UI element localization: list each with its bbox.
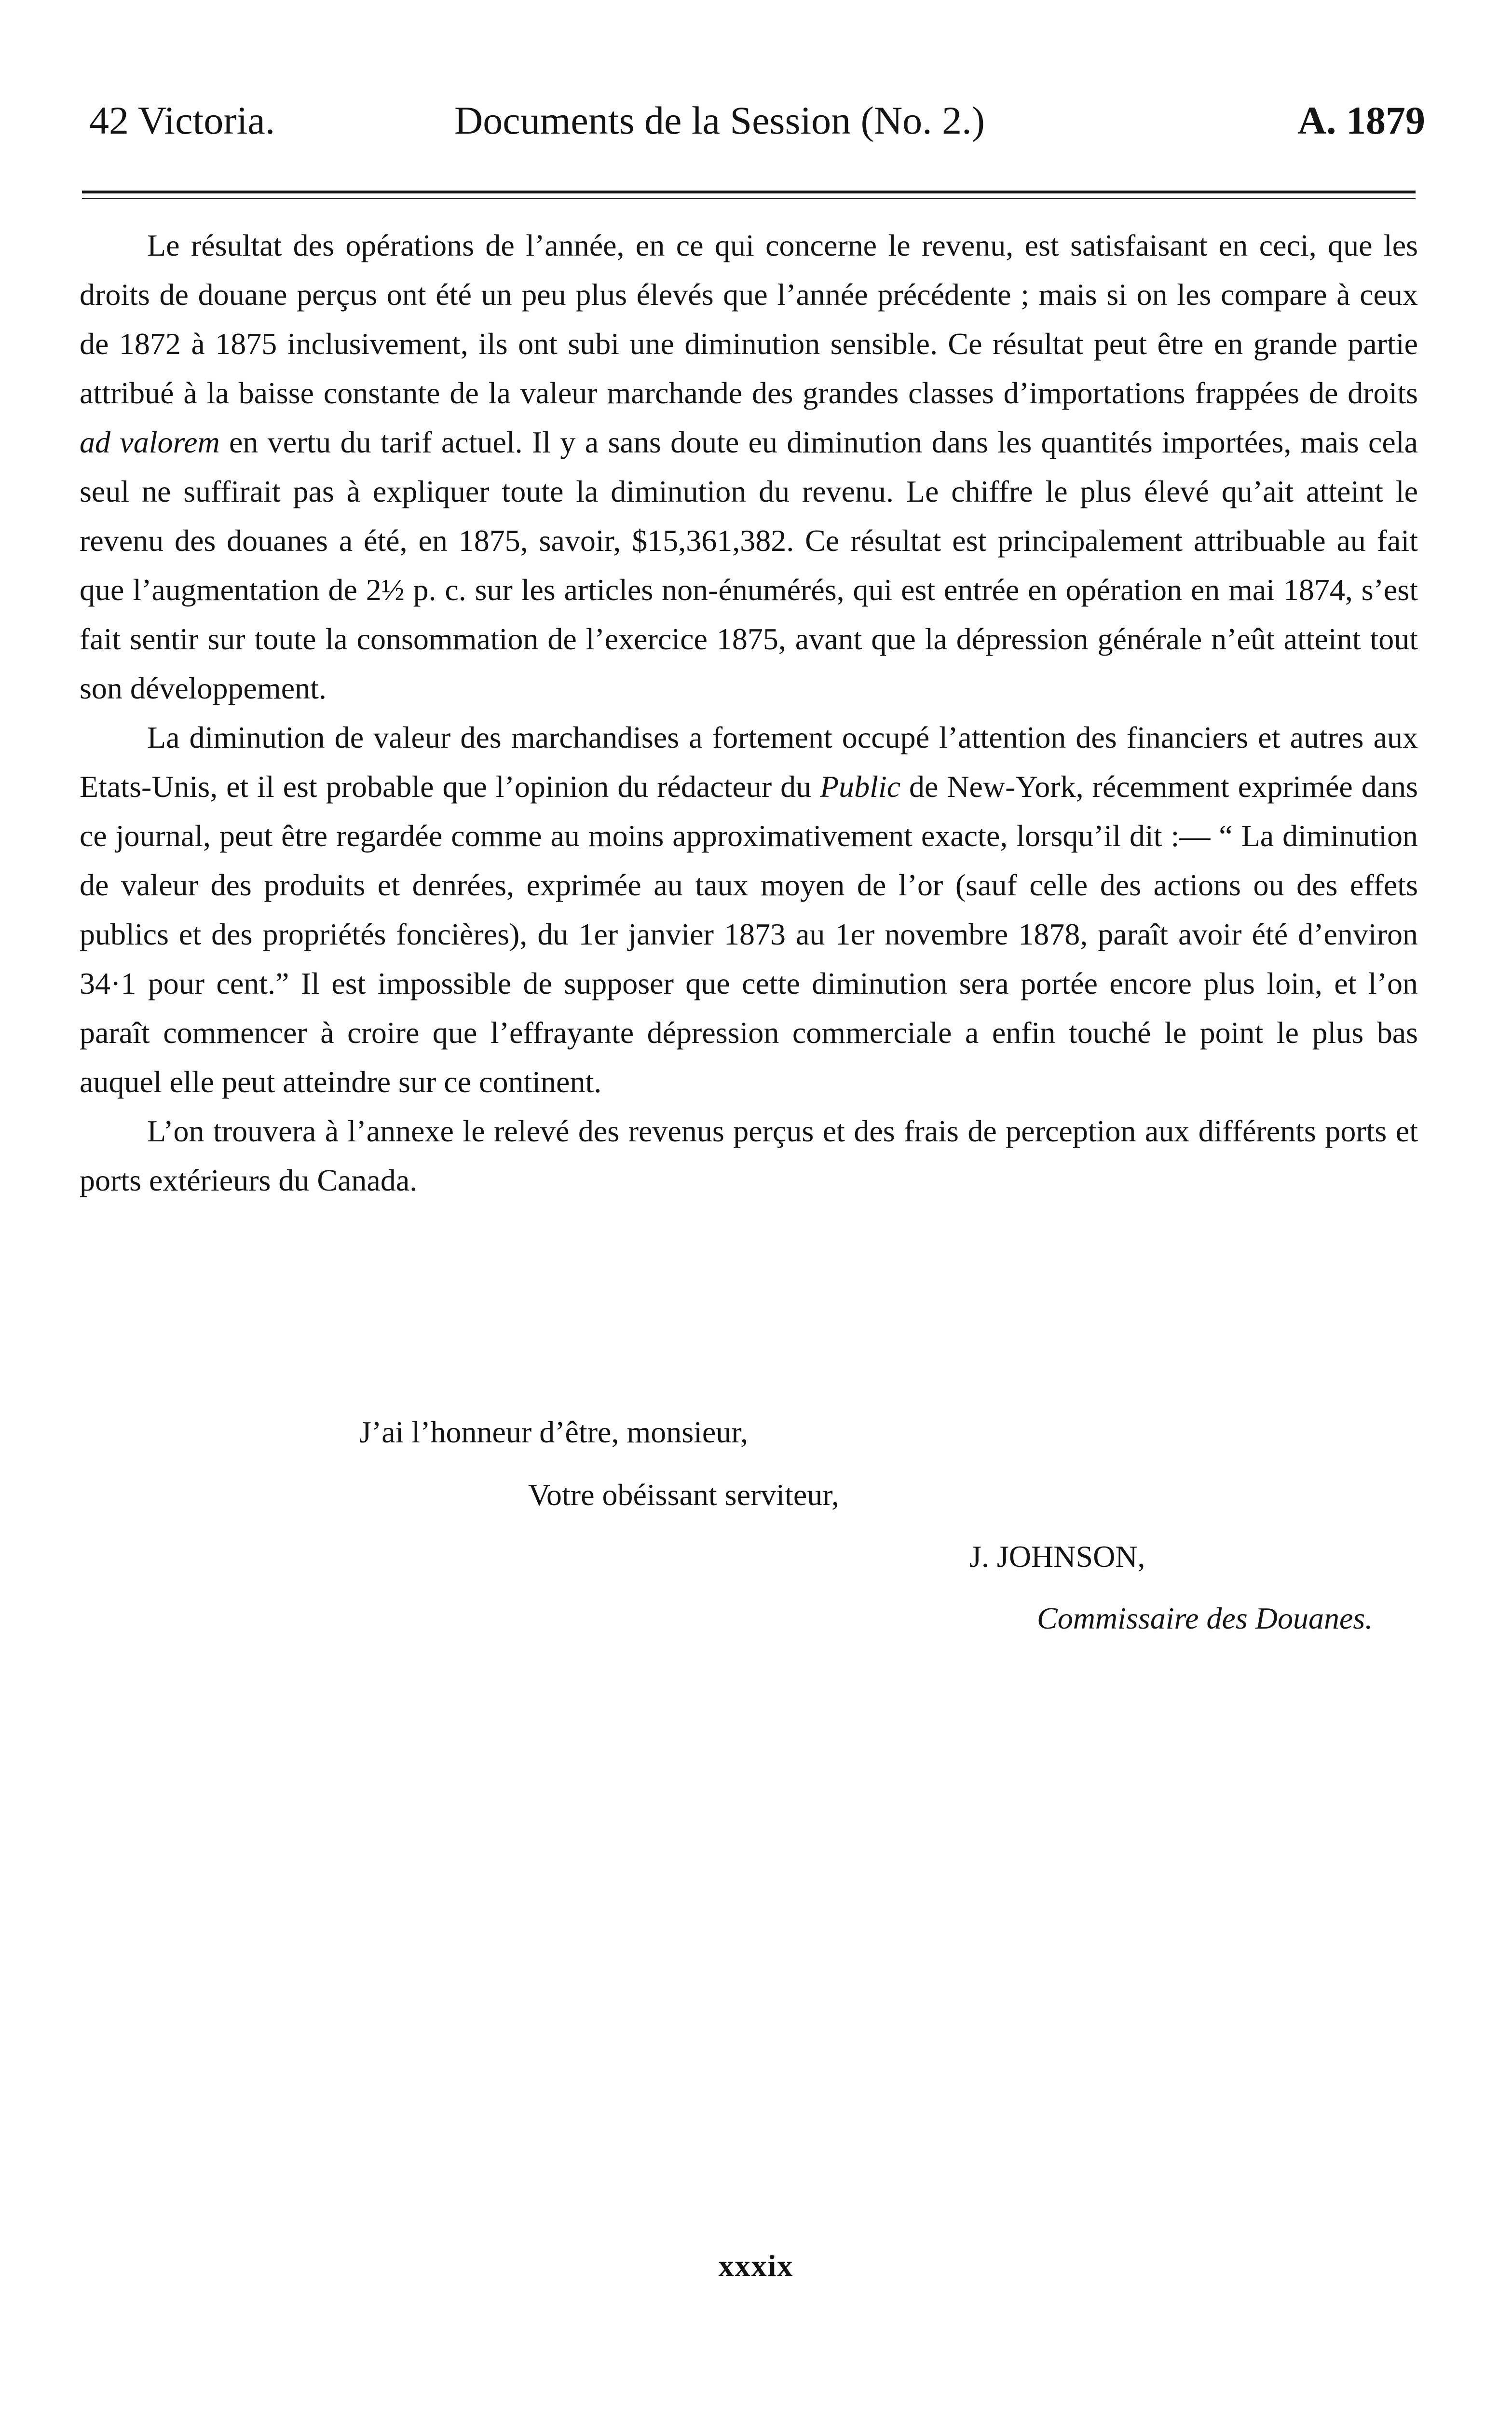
paragraph-text: L’on trouvera à l’annexe le relevé des revenus perçus et des frais de perception aux différents ports et ports extérieurs du Canada. — [80, 1114, 1418, 1197]
valediction: Votre obéissant serviteur, — [528, 1478, 839, 1512]
salutation: J’ai l’honneur d’être, monsieur, — [359, 1415, 749, 1449]
header-rule-thin — [82, 198, 1416, 199]
paragraph-revenue — [80, 221, 1418, 713]
paragraph-text: de New-York, récemment exprimée dans ce journal, peut être regardée comme au moins approximativement exacte, lorsqu’il dit :— “ La diminution de valeur des produits et denrées, exprimée au taux moyen de l’or (sauf celle des actions ou des effets publics et des propriétés foncières), du 1er janvier 1873 au 1er novembre 1878, paraît avoir été d’environ 34·1 pour cent.” Il est impossible de supposer que cette diminution sera portée encore plus loin, et l’on paraît commencer à croire que l’effrayante dépression commerciale a enfin touché le point le plus bas auquel elle peut atteindre sur ce continent. — [80, 769, 1418, 1099]
paragraph-text: Le résultat des opérations de l’année, en ce qui concerne le revenu, est satisfaisant en ceci, que les droits de douane perçus ont été un peu plus élevés que l’année précédente ; mais si on les compare à ceux de 1872 à 1875 inclusivement, ils ont subi une diminution sensible. Ce résultat peut être en grande partie attribué à la baisse constante de la valeur marchande des grandes classes d’importations frappées de droits — [80, 228, 1418, 410]
italic-term: ad valorem — [80, 425, 220, 459]
paragraph-text: La diminution de valeur des marchandises a fortement occupé l’attention des financiers et autres aux Etats-Unis, et il est probable que l’opinion du rédacteur du — [80, 720, 1418, 804]
header-year: A. 1879 — [1297, 98, 1425, 142]
italic-term: Public — [820, 769, 901, 804]
paragraph-text: en vertu du tarif actuel. Il y a sans doute eu diminution dans les quantités importées, mais cela seul ne suffirait pas à expliquer toute la diminution du revenu. Le chiffre le plus élevé qu’ait atteint le revenu des douanes a été, en 1875, savoir, $15,361,382. Ce résultat est principalement attribuable au fait que l’augmentation de 2½ p. c. sur les articles non-énumérés, qui est entrée en opération en mai 1874, s’est fait sentir sur toute la consommation de l’exercice 1875, avant que la dépression générale n’eût atteint tout son développement. — [80, 425, 1418, 705]
report-body — [80, 221, 1418, 1205]
signature-title: Commissaire des Douanes. — [1037, 1601, 1373, 1635]
running-header — [89, 99, 1425, 142]
paragraph-value-decline — [80, 713, 1418, 1107]
header-rule-thick — [82, 191, 1416, 193]
header-volume: 42 Victoria. — [89, 98, 275, 142]
signature-name: J. JOHNSON, — [969, 1539, 1145, 1574]
page-number: xxxix — [718, 2248, 794, 2283]
header-title: Documents de la Session (No. 2.) — [454, 98, 985, 142]
paragraph-annex — [80, 1107, 1418, 1205]
